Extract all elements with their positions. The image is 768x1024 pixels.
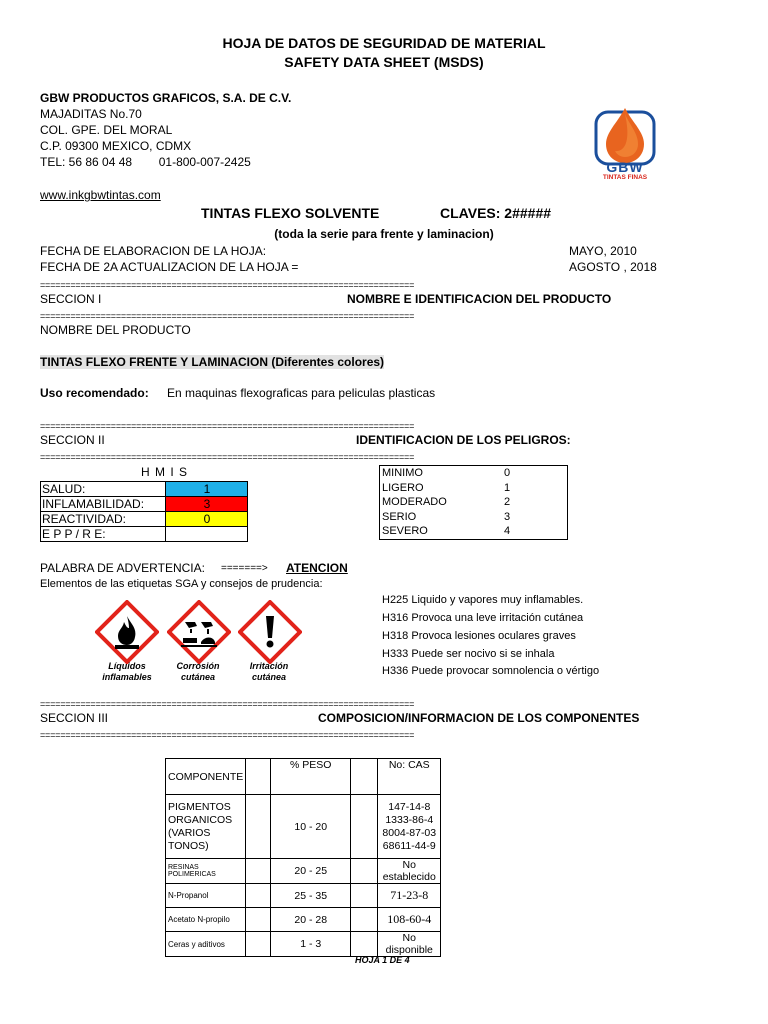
fecha-elaboracion-value: MAYO, 2010 [569, 244, 637, 258]
hmis-label: REACTIVIDAD: [41, 512, 166, 527]
level-row [380, 466, 568, 481]
elements-text: Elementos de las etiquetas SGA y consejos de prudencia: [40, 578, 323, 590]
level-value: 4 [504, 525, 511, 538]
levels-table [379, 465, 568, 540]
cell-cas: No establecido [378, 859, 441, 884]
cell-componente: N-Propanol [166, 884, 246, 908]
table-row [166, 859, 441, 884]
spacer-cell [246, 908, 271, 932]
level-row [380, 524, 568, 539]
cell-peso: 25 - 35 [271, 884, 351, 908]
cell-peso: 1 - 3 [271, 932, 351, 957]
pictogram-label: Líquidos inflamables [102, 661, 152, 682]
section3-title: COMPOSICION/INFORMACION DE LOS COMPONENTES [318, 711, 640, 725]
hmis-label: E P P / R E: [41, 527, 166, 542]
separator: ========================================================================== [40, 281, 415, 289]
company-website-link[interactable]: www.inkgbwtintas.com [40, 188, 161, 202]
spacer-cell [246, 795, 271, 859]
level-value: 0 [504, 467, 511, 480]
hmis-row [41, 527, 248, 542]
section1-title: NOMBRE E IDENTIFICACION DEL PRODUCTO [347, 292, 612, 306]
product-claves: CLAVES: 2##### [440, 205, 552, 221]
hmis-row [41, 512, 248, 527]
spacer-cell [351, 859, 378, 884]
table-row [166, 795, 441, 859]
pictogram-label: Irritación cutánea [249, 661, 289, 682]
warning-label: PALABRA DE ADVERTENCIA: [40, 561, 205, 575]
hmis-value: 0 [166, 512, 248, 527]
hmis-value: 3 [166, 497, 248, 512]
spacer-cell [246, 932, 271, 957]
table-row [166, 932, 441, 957]
company-address-1: MAJADITAS No.70 [40, 107, 142, 121]
cell-componente: RESINAS POLIMERICAS [166, 859, 246, 884]
section2-label: SECCION II [40, 433, 105, 447]
fecha-elaboracion-label: FECHA DE ELABORACION DE LA HOJA: [40, 244, 267, 258]
company-address-3: C.P. 09300 MEXICO, CDMX [40, 139, 192, 153]
components-table [165, 758, 441, 957]
level-label: LIGERO [382, 481, 424, 494]
product-name: TINTAS FLEXO FRENTE Y LAMINACION (Diferentes colores) [40, 355, 385, 369]
spacer-cell [246, 859, 271, 884]
hmis-table [40, 481, 248, 542]
product-title: TINTAS FLEXO SOLVENTE [201, 205, 380, 221]
uso-label: Uso recomendado: [40, 386, 149, 400]
exclamation-icon [238, 600, 302, 664]
cell-componente: PIGMENTOS ORGANICOS (VARIOS TONOS) [166, 795, 246, 859]
cell-peso: 20 - 28 [271, 908, 351, 932]
level-label: SERIO [382, 510, 417, 523]
product-subtitle: (toda la serie para frente y laminacion) [274, 227, 494, 241]
level-label: SEVERO [382, 525, 428, 538]
hazard-statement: H316 Provoca una leve irritación cutánea [382, 612, 584, 624]
hmis-header: H M I S [141, 465, 189, 479]
spacer-cell [351, 908, 378, 932]
hmis-label: INFLAMABILIDAD: [41, 497, 166, 512]
logo-subtext: TINTAS FINAS [602, 174, 648, 181]
company-tel: TEL: 56 86 04 48 01-800-007-2425 [40, 155, 251, 169]
hmis-value: 1 [166, 482, 248, 497]
flame-icon [95, 600, 159, 664]
spacer-cell [351, 884, 378, 908]
page-title: HOJA DE DATOS DE SEGURIDAD DE MATERIAL [222, 35, 546, 51]
fecha-actualizacion-value: AGOSTO , 2018 [569, 260, 657, 274]
spacer-cell [351, 932, 378, 957]
hazard-statement: H318 Provoca lesiones oculares graves [382, 630, 576, 642]
separator: ========================================================================== [40, 731, 415, 739]
header-componente: COMPONENTE [166, 759, 246, 795]
spacer-cell [246, 759, 271, 795]
warning-arrow: =======> [221, 563, 268, 574]
table-row [166, 884, 441, 908]
cell-cas: 147-14-8 1333-86-4 8004-87-03 68611-44-9 [378, 795, 441, 859]
level-row [380, 510, 568, 525]
table-header-row [166, 759, 441, 795]
level-row [380, 495, 568, 510]
gbw-logo [592, 106, 658, 186]
section1-label: SECCION I [40, 292, 102, 306]
separator: ========================================================================== [40, 700, 415, 708]
hazard-statement: H333 Puede ser nocivo si se inhala [382, 648, 555, 660]
fecha-actualizacion-label: FECHA DE 2A ACTUALIZACION DE LA HOJA = [40, 260, 299, 274]
company-name: GBW PRODUCTOS GRAFICOS, S.A. DE C.V. [40, 91, 292, 105]
hmis-label: SALUD: [41, 482, 166, 497]
uso-value: En maquinas flexograficas para peliculas plasticas [167, 386, 436, 400]
level-value: 3 [504, 510, 511, 523]
cell-cas: No disponible [378, 932, 441, 957]
separator: ========================================================================== [40, 453, 415, 461]
hazard-statement: H336 Puede provocar somnolencia o vértigo [382, 665, 600, 677]
header-peso: % PESO [271, 759, 351, 795]
spacer-cell [351, 759, 378, 795]
level-label: MODERADO [382, 496, 447, 509]
page-footer: HOJA 1 DE 4 [355, 955, 410, 965]
level-row [380, 481, 568, 496]
logo-text: GBW [606, 159, 644, 175]
spacer-cell [246, 884, 271, 908]
warning-word: ATENCION [286, 561, 348, 575]
hmis-row [41, 497, 248, 512]
section3-label: SECCION III [40, 711, 109, 725]
level-value: 2 [504, 496, 511, 509]
table-row [166, 908, 441, 932]
corrosion-icon [167, 600, 231, 664]
pictogram-label: Corrosión cutánea [176, 661, 220, 682]
section2-title: IDENTIFICACION DE LOS PELIGROS: [356, 433, 571, 447]
header-cas: No: CAS [378, 759, 441, 795]
product-name-label: NOMBRE DEL PRODUCTO [40, 323, 191, 337]
cell-componente: Ceras y aditivos [166, 932, 246, 957]
company-address-2: COL. GPE. DEL MORAL [40, 123, 173, 137]
hmis-row [41, 482, 248, 497]
level-label: MINIMO [382, 467, 423, 480]
cell-peso: 10 - 20 [271, 795, 351, 859]
hazard-statement: H225 Liquido y vapores muy inflamables. [382, 594, 584, 606]
cell-peso: 20 - 25 [271, 859, 351, 884]
separator: ========================================================================== [40, 312, 415, 320]
cell-cas: 108-60-4 [378, 908, 441, 932]
cell-cas: 71-23-8 [378, 884, 441, 908]
hmis-value [166, 527, 248, 542]
level-value: 1 [504, 481, 511, 494]
page-subtitle: SAFETY DATA SHEET (MSDS) [284, 54, 484, 70]
spacer-cell [351, 795, 378, 859]
separator: ========================================================================== [40, 422, 415, 430]
cell-componente: Acetato N-propilo [166, 908, 246, 932]
